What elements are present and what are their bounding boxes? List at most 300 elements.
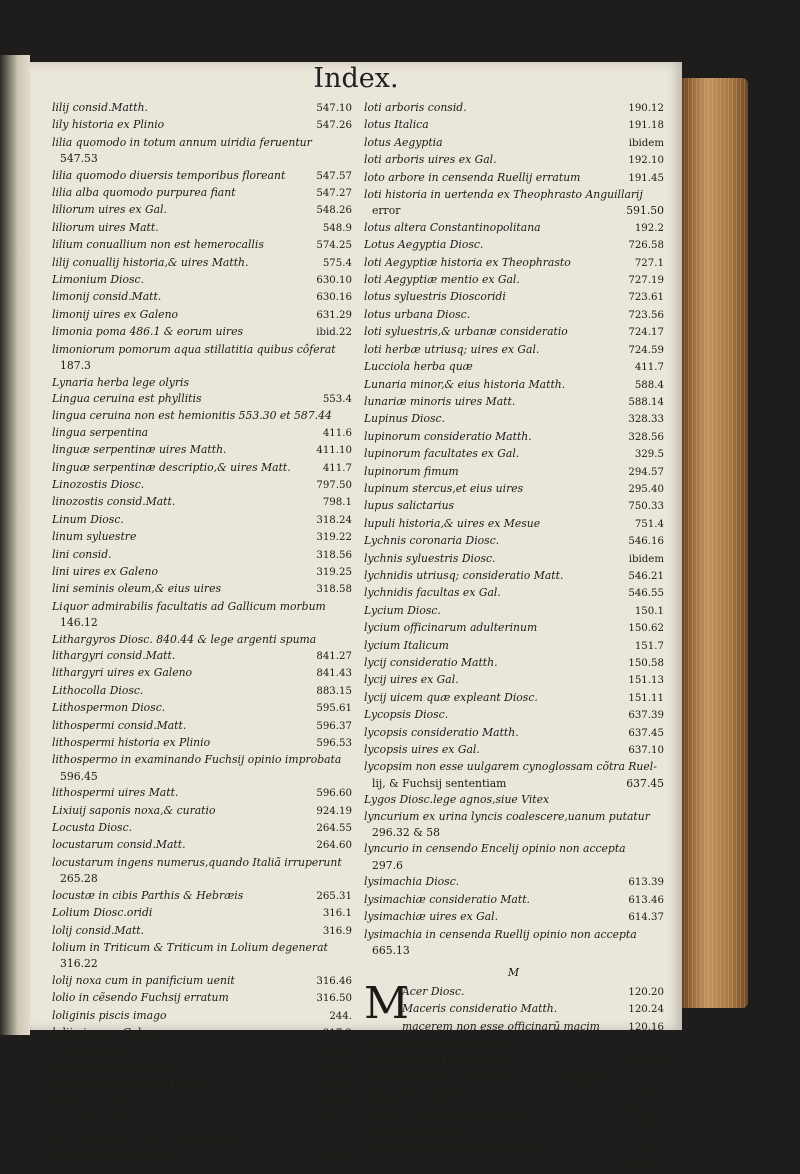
entry-page: 727.1 <box>634 257 664 269</box>
index-entry <box>52 391 352 408</box>
entry-page: 751.4 <box>634 518 664 530</box>
index-entry <box>52 307 352 324</box>
entry-page: 253.1 <box>634 1091 664 1103</box>
entry-text: lycopsim non esse uulgarem cynoglossam cõtra Ruel- <box>364 760 657 774</box>
entry-page: 596.37 <box>316 720 352 732</box>
entry-text: liliorum uires ex Gal. <box>52 203 167 217</box>
index-entry <box>364 394 664 411</box>
entry-text: loti historia in uertenda ex Theophrasto Anguillarij <box>364 188 643 202</box>
entry-text: lily historia ex Plinio <box>52 118 165 132</box>
entry-text: lolium in Triticum & Triticum in Lolium degenerat <box>52 940 328 954</box>
entry-continuation <box>52 871 352 887</box>
entry-page: 924.19 <box>316 805 352 817</box>
entry-text: lithospermo in examinando Fuchsij opinio improbata <box>52 753 342 767</box>
entry-text: Lora Dioscoridi <box>52 1112 137 1126</box>
entry-text: lithargyri uires ex Galeno <box>52 666 193 680</box>
entry-page: 120.24 <box>628 1004 664 1016</box>
index-entry <box>52 1025 352 1042</box>
entry-text: limonia poma 486.1 & eorum uires <box>52 325 243 339</box>
index-entry <box>402 1001 664 1018</box>
left-column <box>52 100 352 1164</box>
index-entry <box>52 599 352 615</box>
page-title: Index. <box>313 63 399 94</box>
entry-text: loliginis piscis imago <box>52 1008 167 1022</box>
entry-page: 120.16 <box>628 1021 664 1033</box>
index-entry <box>52 1112 352 1129</box>
index-entry <box>364 255 664 272</box>
index-entry <box>52 408 352 424</box>
entry-text: Manæ Dioscoridi <box>364 1089 458 1103</box>
entry-continuation <box>52 615 352 631</box>
entry-text: lingua ceruina non est hemionitis 553.30 et 587.44 <box>52 409 332 423</box>
index-page <box>30 62 682 1172</box>
entry-page: 319.22 <box>316 532 352 544</box>
index-entry <box>364 220 664 237</box>
index-entry <box>364 1088 664 1105</box>
entry-text: locustarum ingens numerus,quando Italiã irruperunt <box>52 855 342 869</box>
entry-page: 120.37 <box>628 1038 664 1050</box>
right-column <box>364 100 664 1174</box>
entry-page: 575.4 <box>322 257 352 269</box>
entry-page: 595.61 <box>316 703 352 715</box>
left-page-edge <box>0 55 30 1035</box>
index-entry <box>364 759 664 775</box>
entry-page: 318.56 <box>316 549 352 561</box>
entry-continuation <box>52 956 352 972</box>
index-entry <box>52 648 352 665</box>
index-entry <box>364 516 664 533</box>
index-entry <box>364 498 664 515</box>
entry-text: loto arbore in censenda Ruellij erratum <box>364 170 581 184</box>
index-entry <box>52 735 352 752</box>
entry-page: 316.9 <box>322 925 352 937</box>
continuation-text: 146.12 <box>60 616 98 630</box>
continuation-page <box>346 151 352 167</box>
entry-page: 192.10 <box>628 155 664 167</box>
entry-page: 596.53 <box>316 738 352 750</box>
index-entry <box>52 632 352 648</box>
entry-page: 190.9 <box>322 1149 352 1161</box>
index-entry <box>364 272 664 289</box>
entry-text: limonij consid.Matt. <box>52 290 162 304</box>
entry-text: lilij consid.Matth. <box>52 101 148 114</box>
entry-page: 553.4 <box>322 393 352 405</box>
continuation-page: 637.45 <box>626 776 664 790</box>
index-entry <box>52 117 352 134</box>
entry-text: lithospermi uires Matt. <box>52 786 179 800</box>
entry-text: lithargyri consid.Matt. <box>52 649 176 662</box>
entry-page: 798.1 <box>322 497 352 509</box>
entry-page: 317.2 <box>322 1027 352 1039</box>
entry-text: loti syluestris,& urbanæ consideratio <box>364 325 568 339</box>
entry-page: 547.27 <box>316 188 352 200</box>
index-entry <box>364 672 664 689</box>
entry-page: 547.26 <box>316 120 352 132</box>
entry-text: Lingua ceruina est phyllitis <box>52 391 202 405</box>
entry-text: lysimachia Diosc. <box>364 875 460 889</box>
continuation-text: 265.28 <box>60 872 98 886</box>
entry-text: lolij consid.Matt. <box>52 923 145 937</box>
entry-text: lini consid. <box>52 547 112 561</box>
entry-text: lini uires ex Galeno <box>52 564 158 578</box>
index-entry <box>364 324 664 341</box>
entry-page: 815.56 <box>316 1132 352 1144</box>
entry-page: 548.26 <box>316 205 352 217</box>
continuation-text: 296.32 & 58 <box>372 826 440 840</box>
entry-text: Lycopsis Diosc. <box>364 708 449 722</box>
entry-page: 150.58 <box>628 658 664 669</box>
entry-page: 150.62 <box>628 623 664 635</box>
index-entry <box>52 460 352 477</box>
entry-text: lini seminis oleum,& eius uires <box>52 582 222 596</box>
index-entry <box>364 892 664 909</box>
entry-page: 637.39 <box>628 710 664 722</box>
entry-page: 244. <box>329 1010 352 1022</box>
entry-text: lupinorum consideratio Matth. <box>364 429 532 443</box>
index-entry <box>52 973 352 990</box>
index-entry <box>364 1140 664 1157</box>
entry-text: lithospermi historia ex Plinio <box>52 736 211 750</box>
entry-text: lycium Italicum <box>364 638 449 652</box>
continuation-page <box>658 825 664 841</box>
index-entry <box>364 551 664 568</box>
entry-page: 151.13 <box>628 675 664 687</box>
entry-text: lychnidis utriusq; consideratio Matt. <box>364 568 564 582</box>
entry-page: 151.11 <box>628 692 664 704</box>
entry-page: 264.60 <box>316 840 352 852</box>
index-entry <box>364 725 664 742</box>
entry-page: 411.7 <box>322 462 352 474</box>
entry-text: lycopsis uires ex Gal. <box>364 743 480 757</box>
entry-page: 411.10 <box>316 445 352 457</box>
entry-text: lonchitis altera Diosc. <box>52 1060 172 1074</box>
continuation-text: 297.6 <box>372 858 403 872</box>
index-entry <box>364 874 664 891</box>
index-entry <box>52 700 352 717</box>
entry-text: Acer Diosc. <box>402 984 465 998</box>
entry-page: 883.15 <box>316 685 352 697</box>
entry-page: 724.59 <box>628 344 664 356</box>
index-entry <box>364 603 664 620</box>
entry-text: Lygos Diosc.lege agnos,siue Vitex <box>364 793 550 807</box>
index-entry <box>364 707 664 724</box>
index-entry <box>364 1036 664 1053</box>
entry-text: loti herbæ utriusq; uires ex Gal. <box>364 342 540 356</box>
continuation-text: 596.45 <box>60 769 98 783</box>
index-entry <box>364 289 664 306</box>
entry-page: ibid.22 <box>316 327 352 339</box>
entry-text: linguæ serpentinæ uires Matth. <box>52 443 227 457</box>
index-entry <box>52 665 352 682</box>
entry-text: lupinorum fimum <box>364 464 459 478</box>
index-entry <box>52 923 352 940</box>
entry-page: 630.16 <box>316 292 352 304</box>
entry-page: 613.46 <box>628 894 664 906</box>
entry-text: maceris facultates ex Gal. <box>364 1036 506 1050</box>
index-entry <box>364 307 664 324</box>
entry-text: Lithospermon Diosc. <box>52 701 166 715</box>
entry-page: 329.5 <box>634 449 664 461</box>
index-entry <box>52 1042 352 1059</box>
index-entry <box>364 585 664 602</box>
entry-page: 598.51 <box>316 1062 352 1074</box>
entry-text: loti Aegyptiæ historia ex Theophrasto <box>364 255 571 269</box>
index-entry <box>364 481 664 498</box>
entry-text: lycij uicem quæ expleant Diosc. <box>364 690 538 704</box>
entry-page: 588.4 <box>634 379 664 391</box>
index-entry <box>364 100 664 117</box>
index-entry <box>52 220 352 237</box>
index-entry <box>52 547 352 564</box>
entry-page: 253.23 <box>628 1108 664 1120</box>
entry-text: lyncurium ex urina lyncis coalescere,uanum putatur <box>364 809 650 823</box>
entry-page: 599.58 <box>316 1097 352 1109</box>
entry-text: Magnes lapis Diosc. <box>364 1123 474 1137</box>
entry-text: Maceris consideratio Matth. <box>402 1002 558 1016</box>
entry-text: locustæ in cibis Parthis & Hebræis <box>52 888 244 902</box>
index-entry <box>364 841 664 857</box>
entry-page: 328.33 <box>628 414 664 426</box>
entry-text: lysimachia in censenda Ruellij opinio non accepta <box>364 927 637 941</box>
entry-page: 546.21 <box>628 570 664 582</box>
catchword: magnetis <box>613 1158 664 1172</box>
entry-page: 318.24 <box>316 514 352 526</box>
entry-continuation <box>52 769 352 785</box>
index-entry <box>52 1095 352 1112</box>
entry-page: 316.46 <box>316 975 352 987</box>
entry-text: Lolium Diosc.oridi <box>52 906 153 920</box>
entry-text: lilia alba quomodo purpurea fiant <box>52 186 236 200</box>
index-entry <box>364 792 664 808</box>
index-entry <box>52 803 352 820</box>
entry-text: lilia quomodo diuersis temporibus floreant <box>52 168 286 182</box>
index-entry <box>52 1129 352 1146</box>
index-entry <box>52 100 352 117</box>
entry-text: lycium officinarum adulterinum <box>364 621 538 635</box>
entry-page: 598.55 <box>316 1080 352 1092</box>
entry-text: lysimachiæ consideratio Matt. <box>364 892 530 906</box>
index-entry <box>364 377 664 394</box>
continuation-page <box>346 956 352 972</box>
index-entry <box>364 1106 664 1123</box>
index-entry <box>52 342 352 358</box>
entry-text: lilia quomodo in totum annum uiridia feruentur <box>52 135 312 149</box>
index-entry <box>52 425 352 442</box>
entry-page: 264.55 <box>316 823 352 835</box>
index-entry <box>52 785 352 802</box>
entry-text: lycij consideratio Matth. <box>364 656 498 669</box>
index-entry <box>402 1019 664 1036</box>
entry-text: lingua serpentina <box>52 425 149 439</box>
entry-continuation <box>364 858 664 874</box>
entry-continuation <box>364 943 664 959</box>
entry-page: 588.14 <box>628 396 664 408</box>
entry-text: Limonium Diosc. <box>52 273 145 287</box>
index-entry <box>364 533 664 550</box>
index-entry <box>364 568 664 585</box>
entry-text: lycij uires ex Gal. <box>364 673 459 687</box>
entry-page: 150.1 <box>634 605 664 617</box>
entry-text: lunariæ minoris uires Matt. <box>364 394 516 408</box>
entry-text: Lynaria herba lege olyris <box>52 375 190 389</box>
index-entry <box>52 820 352 837</box>
entry-text: Linum Diosc. <box>52 512 124 526</box>
entry-page: 750.33 <box>628 501 664 513</box>
entry-page: 877.1 <box>634 1125 664 1137</box>
index-entry <box>52 135 352 151</box>
entry-text: lychnidis facultas ex Gal. <box>364 586 501 600</box>
entry-text: macis Arabum consideratio <box>364 1054 514 1068</box>
index-entry <box>364 638 664 655</box>
entry-page: 614.37 <box>628 912 664 924</box>
index-entry <box>364 927 664 943</box>
index-entry <box>364 152 664 169</box>
entry-text: Liquor admirabilis facultatis ad Gallicum morbum <box>52 599 326 613</box>
index-entry <box>52 237 352 254</box>
continuation-text: 187.3 <box>60 359 91 373</box>
entry-page: 630.10 <box>316 275 352 287</box>
index-entry <box>52 324 352 341</box>
entry-text: Lithocolla Diosc. <box>52 683 144 697</box>
index-entry <box>52 202 352 219</box>
continuation-page <box>658 858 664 874</box>
entry-continuation <box>52 151 352 167</box>
entry-text: Lucciola herba quæ <box>364 360 473 374</box>
entry-text: Lycium Diosc. <box>364 603 441 617</box>
index-entry <box>52 512 352 529</box>
index-entry <box>52 255 352 272</box>
index-entry <box>52 1147 352 1164</box>
index-entry <box>364 1071 664 1088</box>
index-entry <box>364 342 664 359</box>
entry-continuation <box>364 825 664 841</box>
entry-text: linguæ serpentinæ descriptio,& uires Matt. <box>52 460 291 474</box>
entry-page: 637.10 <box>628 745 664 757</box>
entry-text: lolij uires ex Galeno <box>52 1025 161 1039</box>
entry-text: lupus salictarius <box>364 499 455 513</box>
entry-text: macere in censendo Monachorũ opinio falsa <box>364 1071 607 1085</box>
entry-text: locustarum consid.Matt. <box>52 838 186 852</box>
index-entry <box>364 170 664 187</box>
entry-text: lonchitis consideratio Matt. <box>52 1078 203 1092</box>
continuation-text: error <box>372 204 401 218</box>
entry-page: 265.31 <box>316 890 352 902</box>
entry-page: 192.2 <box>634 222 664 234</box>
index-entry <box>52 185 352 202</box>
entry-text: lotus syluestris Dioscoridi <box>364 290 506 304</box>
index-entry <box>364 909 664 926</box>
entry-page: 316.1 <box>322 908 352 920</box>
index-entry <box>52 752 352 768</box>
index-entry <box>402 984 664 1001</box>
right-column-entries <box>364 100 664 959</box>
entry-page: 637.45 <box>628 727 664 739</box>
index-entry <box>52 477 352 494</box>
entry-page: 191.18 <box>628 120 664 132</box>
index-entry <box>52 837 352 854</box>
entry-text: Lotus arbor Dioscoridi <box>52 1147 176 1161</box>
entry-text: lupuli historia,& uires ex Mesue <box>364 516 541 530</box>
entry-text: linozostis consid.Matt. <box>52 495 176 509</box>
entry-text: lolij noxa cum in panificium uenit <box>52 973 235 987</box>
index-entry <box>364 620 664 637</box>
entry-text: lilij conuallij historia,& uires Matth. <box>52 255 249 269</box>
continuation-page <box>346 358 352 374</box>
section-letter: M <box>507 966 521 980</box>
index-entry <box>52 718 352 735</box>
entry-page: 548.9 <box>322 222 352 234</box>
entry-page: 120.20 <box>628 986 664 998</box>
index-entry <box>52 581 352 598</box>
section-m-first-entries <box>402 984 664 1036</box>
entry-page: 411.7 <box>634 362 664 374</box>
entry-text: Lupinus Diosc. <box>364 412 445 426</box>
index-entry <box>52 529 352 546</box>
entry-text: magnetis lapidis historia Matth. <box>364 1141 540 1155</box>
entry-page: 613.39 <box>628 877 664 889</box>
index-entry <box>364 429 664 446</box>
index-entry <box>52 1077 352 1094</box>
entry-page: 295.40 <box>628 483 664 495</box>
continuation-text: 547.53 <box>60 152 98 166</box>
index-entry <box>364 655 664 672</box>
index-entry <box>364 690 664 707</box>
entry-page: 547.57 <box>316 170 352 182</box>
index-entry <box>52 442 352 459</box>
entry-page: 598.43 <box>316 1045 352 1057</box>
index-entry <box>364 1123 664 1140</box>
entry-page: 877.7 <box>634 1143 664 1155</box>
entry-page: 546.16 <box>628 536 664 548</box>
continuation-page <box>346 769 352 785</box>
entry-text: lupinorum facultates ex Gal. <box>364 447 520 461</box>
entry-page: 151.7 <box>634 640 664 652</box>
entry-page: 574.25 <box>316 240 352 252</box>
index-entry <box>52 888 352 905</box>
entry-page: 596.60 <box>316 788 352 800</box>
continuation-page: 591.50 <box>626 204 664 218</box>
continuation-text: lij, & Fuchsij sententiam <box>372 776 507 790</box>
entry-page: 318.58 <box>316 584 352 596</box>
entry-text: macerem non esse officinarũ macim <box>402 1019 600 1033</box>
continuation-text: 316.22 <box>60 957 98 971</box>
continuation-page <box>346 871 352 887</box>
entry-text: lychnis syluestris Diosc. <box>364 551 496 565</box>
entry-page: 316.50 <box>316 993 352 1005</box>
index-entry <box>364 411 664 428</box>
index-entry <box>52 940 352 956</box>
entry-text: lonchitis uires ex Gal. <box>52 1095 171 1109</box>
index-entry <box>364 117 664 134</box>
entry-text: lysimachiæ uires ex Gal. <box>364 910 499 924</box>
entry-page: 328.56 <box>628 431 664 443</box>
entry-page: 191.45 <box>628 172 664 184</box>
entry-text: limonij uires ex Galeno <box>52 307 179 321</box>
section-m-opening <box>364 977 664 1036</box>
entry-text: linum syluestre <box>52 530 137 544</box>
index-entry <box>52 494 352 511</box>
index-entry <box>52 375 352 391</box>
entry-text: lolio in cẽsendo Fuchsij erratum <box>52 991 229 1005</box>
index-entry <box>52 855 352 871</box>
entry-page: 724.17 <box>628 327 664 339</box>
entry-text: Lychnis coronaria Diosc. <box>364 534 500 548</box>
index-entry <box>364 809 664 825</box>
fore-edge-texture <box>680 78 748 1008</box>
entry-page: 723.56 <box>628 309 664 321</box>
entry-page: 727.19 <box>628 275 664 287</box>
index-entry <box>364 237 664 254</box>
